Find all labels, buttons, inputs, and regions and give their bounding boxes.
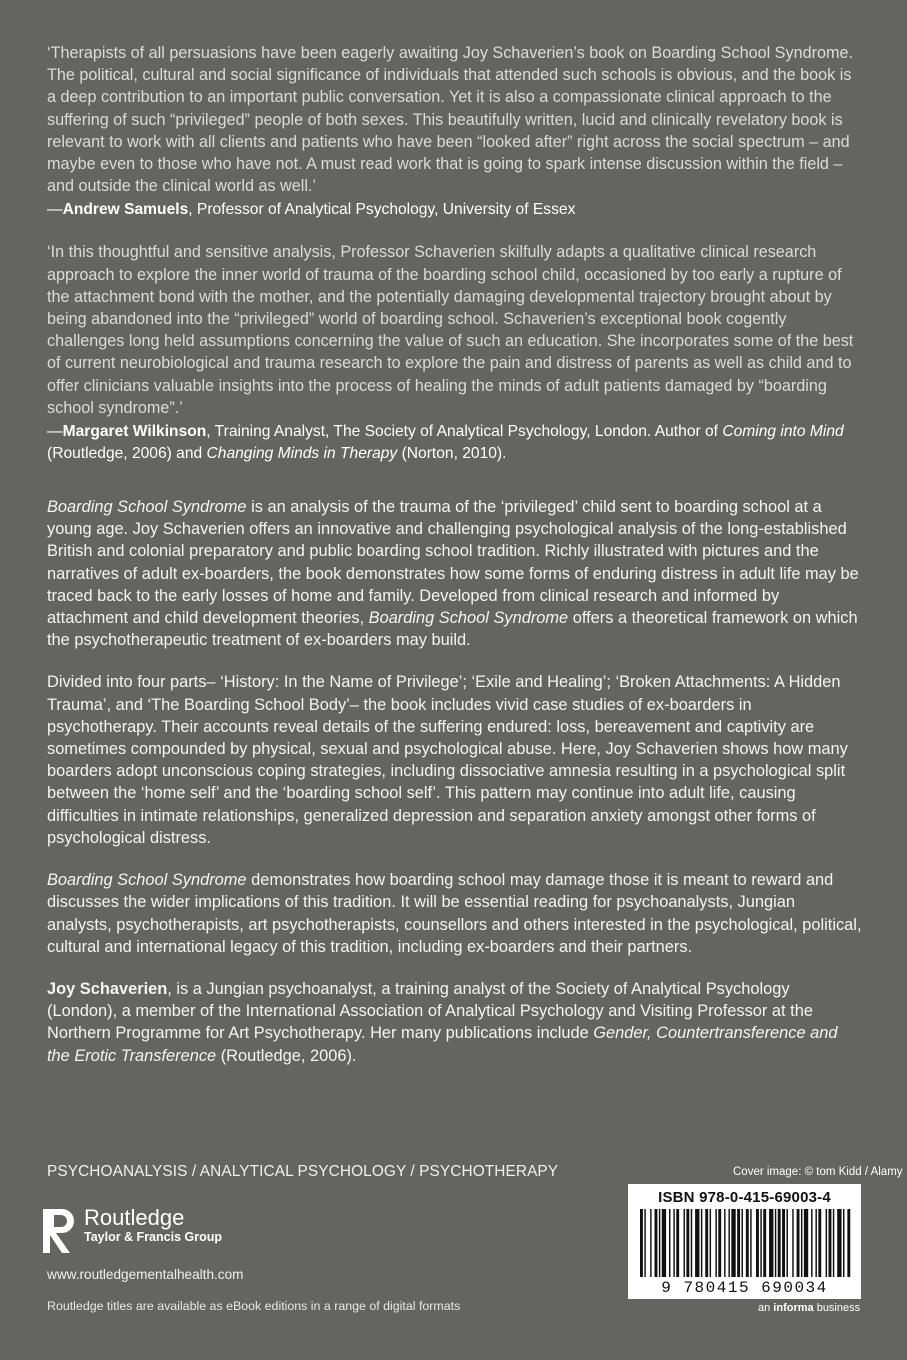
barcode-bar	[811, 1209, 812, 1277]
publisher-wordmark	[84, 1206, 222, 1245]
barcode-bar	[644, 1209, 645, 1277]
barcode-bar	[778, 1209, 781, 1277]
barcode-bar	[792, 1209, 793, 1277]
endorsement-quote-2: ‘In this thoughtful and sensitive analysis, Professor Schaverien skilfully adapts a qualitative clinical research approach to explore the inner world of trauma of the boarding school child, occasioned by too early a rupture of the attachment bond with the mother, and the potentially damaging developmental trajectory brought about by being abandoned into the “privileged” world of boarding school. Schaverien’s exceptional book cogently challenges long held assumptions concerning the value of such an education. She incorporates some of the best of current neurobiological and trauma research to explore the pain and distress of parents as well as child and to offer clinicians valuable insights into the process of healing the minds of adult patients damaged by “boarding school syndrome”.’	[47, 243, 854, 417]
barcode-icon	[636, 1209, 853, 1279]
barcode-bar	[750, 1209, 751, 1277]
subject-categories: PSYCHOANALYSIS / ANALYTICAL PSYCHOLOGY / PSYCHOTHERAPY	[47, 1163, 559, 1180]
barcode-bar	[843, 1209, 844, 1277]
barcode-bar	[662, 1209, 666, 1277]
barcode-bar	[655, 1209, 658, 1277]
barcode-bar	[691, 1209, 692, 1277]
barcode-bar	[710, 1209, 711, 1277]
barcode-bar	[676, 1209, 679, 1277]
ean-digits: 9 780415 690034	[661, 1279, 828, 1297]
publisher-logo	[40, 1206, 222, 1256]
barcode-bar	[731, 1209, 735, 1277]
barcode-bar	[669, 1209, 670, 1277]
barcode-bar	[724, 1209, 725, 1277]
barcode-bar	[833, 1209, 834, 1277]
cover-image-credit: Cover image: © tom Kidd / Alamy	[733, 1166, 903, 1178]
barcode-bar	[786, 1209, 787, 1277]
barcode-bar	[804, 1209, 808, 1277]
barcode-bar	[847, 1209, 850, 1277]
barcode-bar	[775, 1209, 776, 1277]
barcode-bar	[818, 1209, 821, 1277]
barcode-bar	[686, 1209, 689, 1277]
endorsement-attribution-1: —Andrew Samuels, Professor of Analytical Psychology, University of Essex	[47, 201, 576, 219]
barcode-bar	[742, 1209, 743, 1277]
description-paragraph-2: Divided into four parts– ‘History: In the Name of Privilege’; ‘Exile and Healing’; ‘Broken Attachments: A Hidden Trauma’, and ‘The Boarding School Body’– the book includes vivid case studies of ex-boarders in psychotherapy. Their accounts reveal details of the suffering endured: loss, bereavement and captivity are sometimes compounded by physical, sexual and psychological abuse. Here, Joy Schaverien shows how many boarders adopt unconscious coping strategies, including dissociative amnesia resulting in a psychological split between the ‘home self’ and the ‘boarding school self’. This pattern may continue into adult life, causing difficulties in intimate relationships, generalized depression and separation anxiety amongst other forms of psychological distress.	[47, 673, 848, 847]
barcode-bar	[718, 1209, 721, 1277]
barcode-bar	[746, 1209, 749, 1277]
endorsement-quote-1: ‘Therapists of all persuasions have been eagerly awaiting Joy Schaverien’s book on Boarding School Syndrome. The political, cultural and social significance of individuals that attended such schools is obvious, and the book is a deep contribution to an important public conversation. Yet it is also a compassionate clinical approach to the suffering of such “privileged” people of both sexes. This beautifully written, lucid and clinically revelatory book is relevant to work with all clients and patients who have been “looked after” right across the social spectrum – and maybe even to those who have not. A must read work that is going to spark intense discussion within the field – and outside the clinical world as well.’	[47, 44, 853, 196]
barcode-bar	[640, 1209, 643, 1277]
barcode-bar	[760, 1209, 761, 1277]
barcode-bar	[763, 1209, 766, 1277]
publisher-name: Routledge	[84, 1205, 185, 1230]
barcode-bar	[837, 1209, 841, 1277]
endorser-name: Margaret Wilkinson	[62, 423, 207, 441]
endorser-name: Andrew Samuels	[62, 201, 189, 219]
barcode-bar	[782, 1209, 785, 1277]
barcode-bar	[715, 1209, 716, 1277]
back-cover-text	[47, 42, 862, 1067]
barcode-bar	[826, 1209, 827, 1277]
barcode-bar	[695, 1209, 699, 1277]
barcode-bar	[728, 1209, 729, 1277]
barcode-bar	[684, 1209, 685, 1277]
informa-business-tag: an informa business	[758, 1302, 861, 1314]
barcode-bar	[737, 1209, 740, 1277]
barcode-bar	[705, 1209, 708, 1277]
routledge-logo-icon	[40, 1206, 78, 1256]
barcode-bar	[829, 1209, 832, 1277]
barcode-bar	[673, 1209, 674, 1277]
barcode-bar	[769, 1209, 773, 1277]
publisher-group: Taylor & Francis Group	[84, 1230, 222, 1244]
barcode-bar	[756, 1209, 759, 1277]
barcode-bar	[701, 1209, 702, 1277]
isbn-number: ISBN 978-0-415-69003-4	[658, 1189, 831, 1206]
barcode-panel	[628, 1184, 861, 1299]
publisher-website: www.routledgementalhealth.com	[47, 1267, 244, 1282]
author-name: Joy Schaverien	[47, 979, 168, 998]
barcode-bar	[797, 1209, 800, 1277]
description-paragraph-1: Boarding School Syndrome is an analysis of the trauma of the ‘privileged’ child sent to boarding school at a young age. Joy Schaverien offers an innovative and challenging psychological analysis of the long-established British and colonial preparatory and public boarding school tradition. Richly illustrated with pictures and the narratives of adult ex-boarders, the book demonstrates how some forms of enduring distress in adult life may be traced back to the early losses of home and family. Developed from clinical research and informed by attachment and child development theories, Boarding School Syndrome offers a theoretical framework on which the psychotherapeutic treatment of ex-boarders may build.	[47, 498, 859, 650]
barcode-bar	[801, 1209, 802, 1277]
author-bio: Joy Schaverien, is a Jungian psychoanalyst, a training analyst of the Society of Analytical Psychology (London), a member of the International Association of Analytical Psychology and Visiting Professor at the Northern Programme for Art Psychotherapy. Her many publications include Gender, Countertransference and the Erotic Transference (Routledge, 2006).	[47, 979, 838, 1065]
barcode-bar	[650, 1209, 651, 1277]
barcode-bar	[659, 1209, 660, 1277]
description-paragraph-3: Boarding School Syndrome demonstrates how boarding school may damage those it is meant to reward and discusses the wider implications of this tradition. It will be essential reading for psychoanalysts, Jungian analysts, psychotherapists, art psychotherapists, counsellors and others interested in the psychological, political, cultural and international legacy of this tradition, including ex-boarders and their partners.	[47, 871, 862, 956]
ebook-note: Routledge titles are available as eBook editions in a range of digital formats	[47, 1299, 461, 1313]
endorsement-attribution-2: —Margaret Wilkinson, Training Analyst, The Society of Analytical Psychology, London. Author of Coming into Mind (Routledge, 2006) and Changing Minds in Therapy (Norton, 2010).	[47, 423, 844, 463]
barcode-bar	[815, 1209, 816, 1277]
